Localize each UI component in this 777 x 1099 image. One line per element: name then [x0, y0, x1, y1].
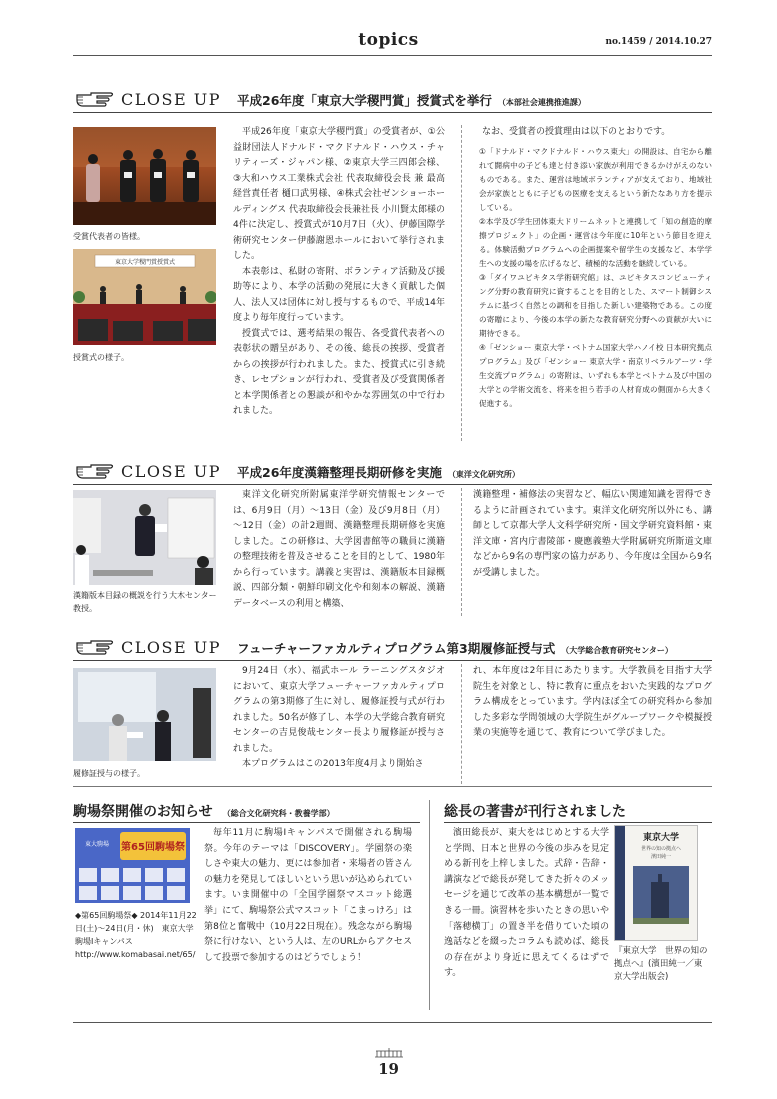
paragraph: 毎年11月に駒場Ⅰキャンパスで開催される駒場祭。今年のテーマは「DISCOVERY」。学園祭の楽しさや東大の魅力、更には参加者・来場者の皆さんの魅力を発見してほしいという思いが込められています。いま開催中の「全国学園祭マスコット総選挙」にて、駒場祭公式マスコット「こまっけろ」は第8位と奮戦中（10月22日現在）。残念ながら駒場祭に行けない、という人は、左のURLからアクセスして投票で参加するのはどうでしょう！ — [204, 828, 412, 963]
paragraph: 東洋文化研究所附属東洋学研究情報センターでは、6月9日（月）～13日（金）及び9月8日（月）～12日（金）の計2週間、漢籍整理長期研修を実施しました。この研修は、大学図書館等の職員に漢籍の整理技術を普及させることを目的として、1980年から行っています。講義と実習は、漢籍版本目録概説、四部分類・朝鮮印刷文化や和刻本の解説、漢籍データベースの利用と構築、 — [233, 490, 445, 609]
closeup-label: CLOSE UP — [121, 638, 221, 657]
book-body — [444, 826, 609, 982]
section-title-text: 平成26年度「東京大学稷門賞」授賞式を挙行 — [237, 93, 492, 108]
paragraph: なお、受賞者の授賞理由は以下のとおりです。 — [482, 127, 671, 137]
column-divider — [461, 488, 462, 616]
paragraph: 授賞式では、選考結果の報告、各受賞代表者への表彰状の贈呈があり、その後、総長の挨拶、受賞者からの挨拶が行われました。また、授賞式に引き続き、レセプションが行われ、受賞者及び受賞関係者と本学関係者との懇談が和やかな雰囲気の中で行われました。 — [233, 328, 445, 416]
paragraph: 本表彰は、私財の寄附、ボランティア活動及び援助等により、本学の活動の発展に大きく貢献した個人、法人又は団体に対し授与するもので、平成14年度より毎年度行っています。 — [233, 266, 445, 323]
closeup-label: CLOSE UP — [121, 90, 221, 109]
section-award-head — [73, 88, 712, 112]
komaba-dept: （総合文化研究科・教養学部） — [222, 809, 335, 818]
book-caption: 『東京大学 世界の知の拠点へ』(濱田純一／東京大学出版会) — [614, 946, 708, 982]
section-kanseki-body-2 — [473, 488, 712, 581]
paragraph: 本プログラムはこの2013年度4月より開始さ — [242, 759, 424, 769]
photo-certificate — [73, 668, 216, 761]
caption-recipients: 受賞代表者の皆様。 — [73, 232, 145, 241]
book-cover — [614, 825, 698, 941]
book-title: 総長の著書が刊行されました — [444, 804, 626, 820]
paragraph: 漢籍整理・補修法の実習など、幅広い関連知識を習得できるように計画されています。東洋文化研究所以外にも、講師として京都大学人文科学研究所・国文学研究資料館・東洋文庫・宮内庁書陵部・慶應義塾大学附属研究所斯道文庫などから9名の専門家の協力があり、今年度は全国から9名が受講しました。 — [473, 490, 712, 578]
komaba-body — [204, 826, 412, 966]
section-award — [73, 88, 712, 448]
komaba-rule — [73, 822, 420, 823]
komaba-title — [73, 801, 335, 821]
photo-ceremony — [73, 249, 216, 345]
section-ffp-head — [73, 636, 712, 660]
section-divider — [73, 786, 712, 787]
lecture-illustration — [73, 490, 216, 585]
photo-award-recipients — [73, 127, 216, 225]
section-title-text: 平成26年度漢籍整理長期研修を実施 — [237, 465, 442, 480]
reason-item: ④「ゼンショー 東京大学・ベトナム国家大学ハノイ校 日本研究拠点プログラム」及び「ゼンショー 東京大学・南京リベラルアーツ・学生交流プログラム」の寄附は、いずれも本学とベトナム及び中国の大学との学術交流を、将来を担う若手の人材育成の側面から大きく促進する。 — [479, 343, 712, 408]
award-reasons — [479, 145, 712, 411]
section-kanseki — [73, 460, 712, 620]
header-title: topics — [358, 30, 419, 50]
section-dept: （本部社会連携推進課） — [497, 98, 586, 107]
section-dept: （大学総合教育研究センター） — [561, 646, 673, 655]
section-rule — [73, 660, 712, 661]
column-divider — [461, 125, 462, 441]
paragraph: 9月24日（水）、福武ホール ラーニングスタジオにおいて、東京大学フューチャーファカルティプログラムの第3期修了生に対し、履修証授与式が行われました。50名が修了し、本学の大学総合教育研究センターの吉見俊哉センター長より履修証が授与されました。 — [233, 666, 445, 754]
reason-item: ②本学及び学生団体東大ドリームネットと連携して「知の創造的摩擦プロジェクト」の企画・運営は今年度に10年という節目を迎える。体験活動プログラムへの企画提案や留学生の支援など、本学学生への支援の場を広げるなど、積極的な活動を継続している。 — [479, 217, 712, 268]
paragraph: れ、本年度は2年目にあたります。大学教員を目指す大学院生を対象とし、特に教育に重点をおいた実践的なプログラム構成をとっています。学内ほぼ全ての研究科から参加した多彩な学問領域の大学院生がグループワークや模擬授業の実施等を通じて、教育について学びました。 — [473, 666, 712, 738]
book-cover-title: 東京大学 — [642, 833, 680, 843]
paragraph: 濱田総長が、東大をはじめとする大学と学問、日本と世界の今後の歩みを見定める新刊を上梓しました。式辞・告辞・講演などで総長が発してきた折々のメッセージを通じて改革の基本構想が一覧できる一冊。演習林を歩いたときの思いや「落穂横丁」の置き半を借りていた頃の逸話などを綴ったコラムも読めば、総長の存在がより身近に思えてくるはずです。 — [444, 828, 609, 979]
section-rule — [73, 484, 712, 485]
reason-item: ③「ダイワユビキタス学術研究館」は、ユビキタスコンピューティング分野の教育研究に資することを目的とした、スマート制御システムに基づく自然との調和を目指した新しい建築物である。この度の寄贈により、今後の本学の新たな教育研究分野への貢献が大いに期待できる。 — [479, 273, 712, 338]
column-divider — [461, 664, 462, 784]
ceremony-banner: 東京大学稷門賞授賞式 — [114, 259, 176, 266]
section-title — [237, 463, 520, 481]
reason-item: ①「ドナルド・マクドナルド・ハウス東大」の開設は、自宅から離れて闘病中の子ども達と付き添い家族が利用できるかけがえのないものである。また、運営は地域ボランティアが支えており、地域社会が家族とともに子どもの医療を支えるという新たなあり方を提示している。 — [479, 147, 712, 212]
section-title — [237, 639, 673, 657]
section-dept: （東洋文化研究所） — [447, 470, 520, 479]
book-cover-sub: 世界の知の拠点へ — [640, 846, 682, 852]
bottom-rule — [73, 1022, 712, 1023]
pointing-hand-icon — [75, 90, 115, 108]
book-cover-author: 濱田純一 — [650, 854, 672, 860]
caption-lecture: 漢籍版本目録の概説を行う大木センター教授。 — [73, 591, 217, 613]
section-kanseki-head — [73, 460, 712, 484]
section-kanseki-body-1 — [233, 488, 445, 612]
section-award-body-2 — [473, 125, 712, 141]
issue-number: no.1459 / 2014.10.27 — [605, 37, 712, 47]
book-cover-illustration — [615, 826, 698, 941]
photo-lecture — [73, 490, 216, 585]
section-award-body-1 — [233, 125, 445, 420]
komaba-poster — [75, 828, 190, 903]
caption-ceremony: 授賞式の様子。 — [73, 353, 129, 362]
poster-sub: 東大駒場 — [84, 841, 110, 848]
top-rule — [73, 55, 712, 56]
ceremony-illustration — [73, 249, 216, 345]
university-logo-icon — [373, 1046, 405, 1058]
section-ffp-body-1 — [233, 664, 445, 773]
page-number: 19 — [378, 1060, 399, 1078]
recipients-illustration — [73, 127, 216, 225]
bottom-column-divider — [429, 800, 430, 1010]
certificate-illustration — [73, 668, 216, 761]
komaba-caption: ◆第65回駒場祭◆ 2014年11月22日(土)～24日(月・休) 東京大学駒場Ⅰキャンパス http://www.komabasai.net/65/ — [75, 911, 197, 959]
caption-certificate: 履修証授与の様子。 — [73, 769, 145, 778]
pointing-hand-icon — [75, 638, 115, 656]
section-title-text: フューチャーファカルティプログラム第3期履修証授与式 — [237, 641, 556, 656]
closeup-label: CLOSE UP — [121, 462, 221, 481]
komaba-poster-illustration — [75, 828, 190, 903]
section-title — [237, 91, 586, 109]
section-ffp — [73, 636, 712, 786]
book-rule — [444, 822, 712, 823]
pointing-hand-icon — [75, 462, 115, 480]
section-rule — [73, 112, 712, 113]
poster-title: 第65回駒場祭 — [121, 842, 185, 853]
section-ffp-body-2 — [473, 664, 712, 742]
komaba-title-text: 駒場祭開催のお知らせ — [73, 804, 213, 820]
paragraph: 平成26年度「東京大学稷門賞」の受賞者が、①公益財団法人ドナルド・マクドナルド・ハウス・チャリティーズ・ジャパン様、②東京大学三四郎会様、③大和ハウス工業株式会社 代表取締役会長 兼 最高経営責任者 樋口武男様、④株式会社ゼンショーホールディングス 代表取締役会長兼社長 小川賢太郎様の4件に決定し、授賞式が10月7日（火）、伊藤国際学術研究センター伊藤謝恩ホールにおいて挙行されました。 — [233, 127, 445, 261]
